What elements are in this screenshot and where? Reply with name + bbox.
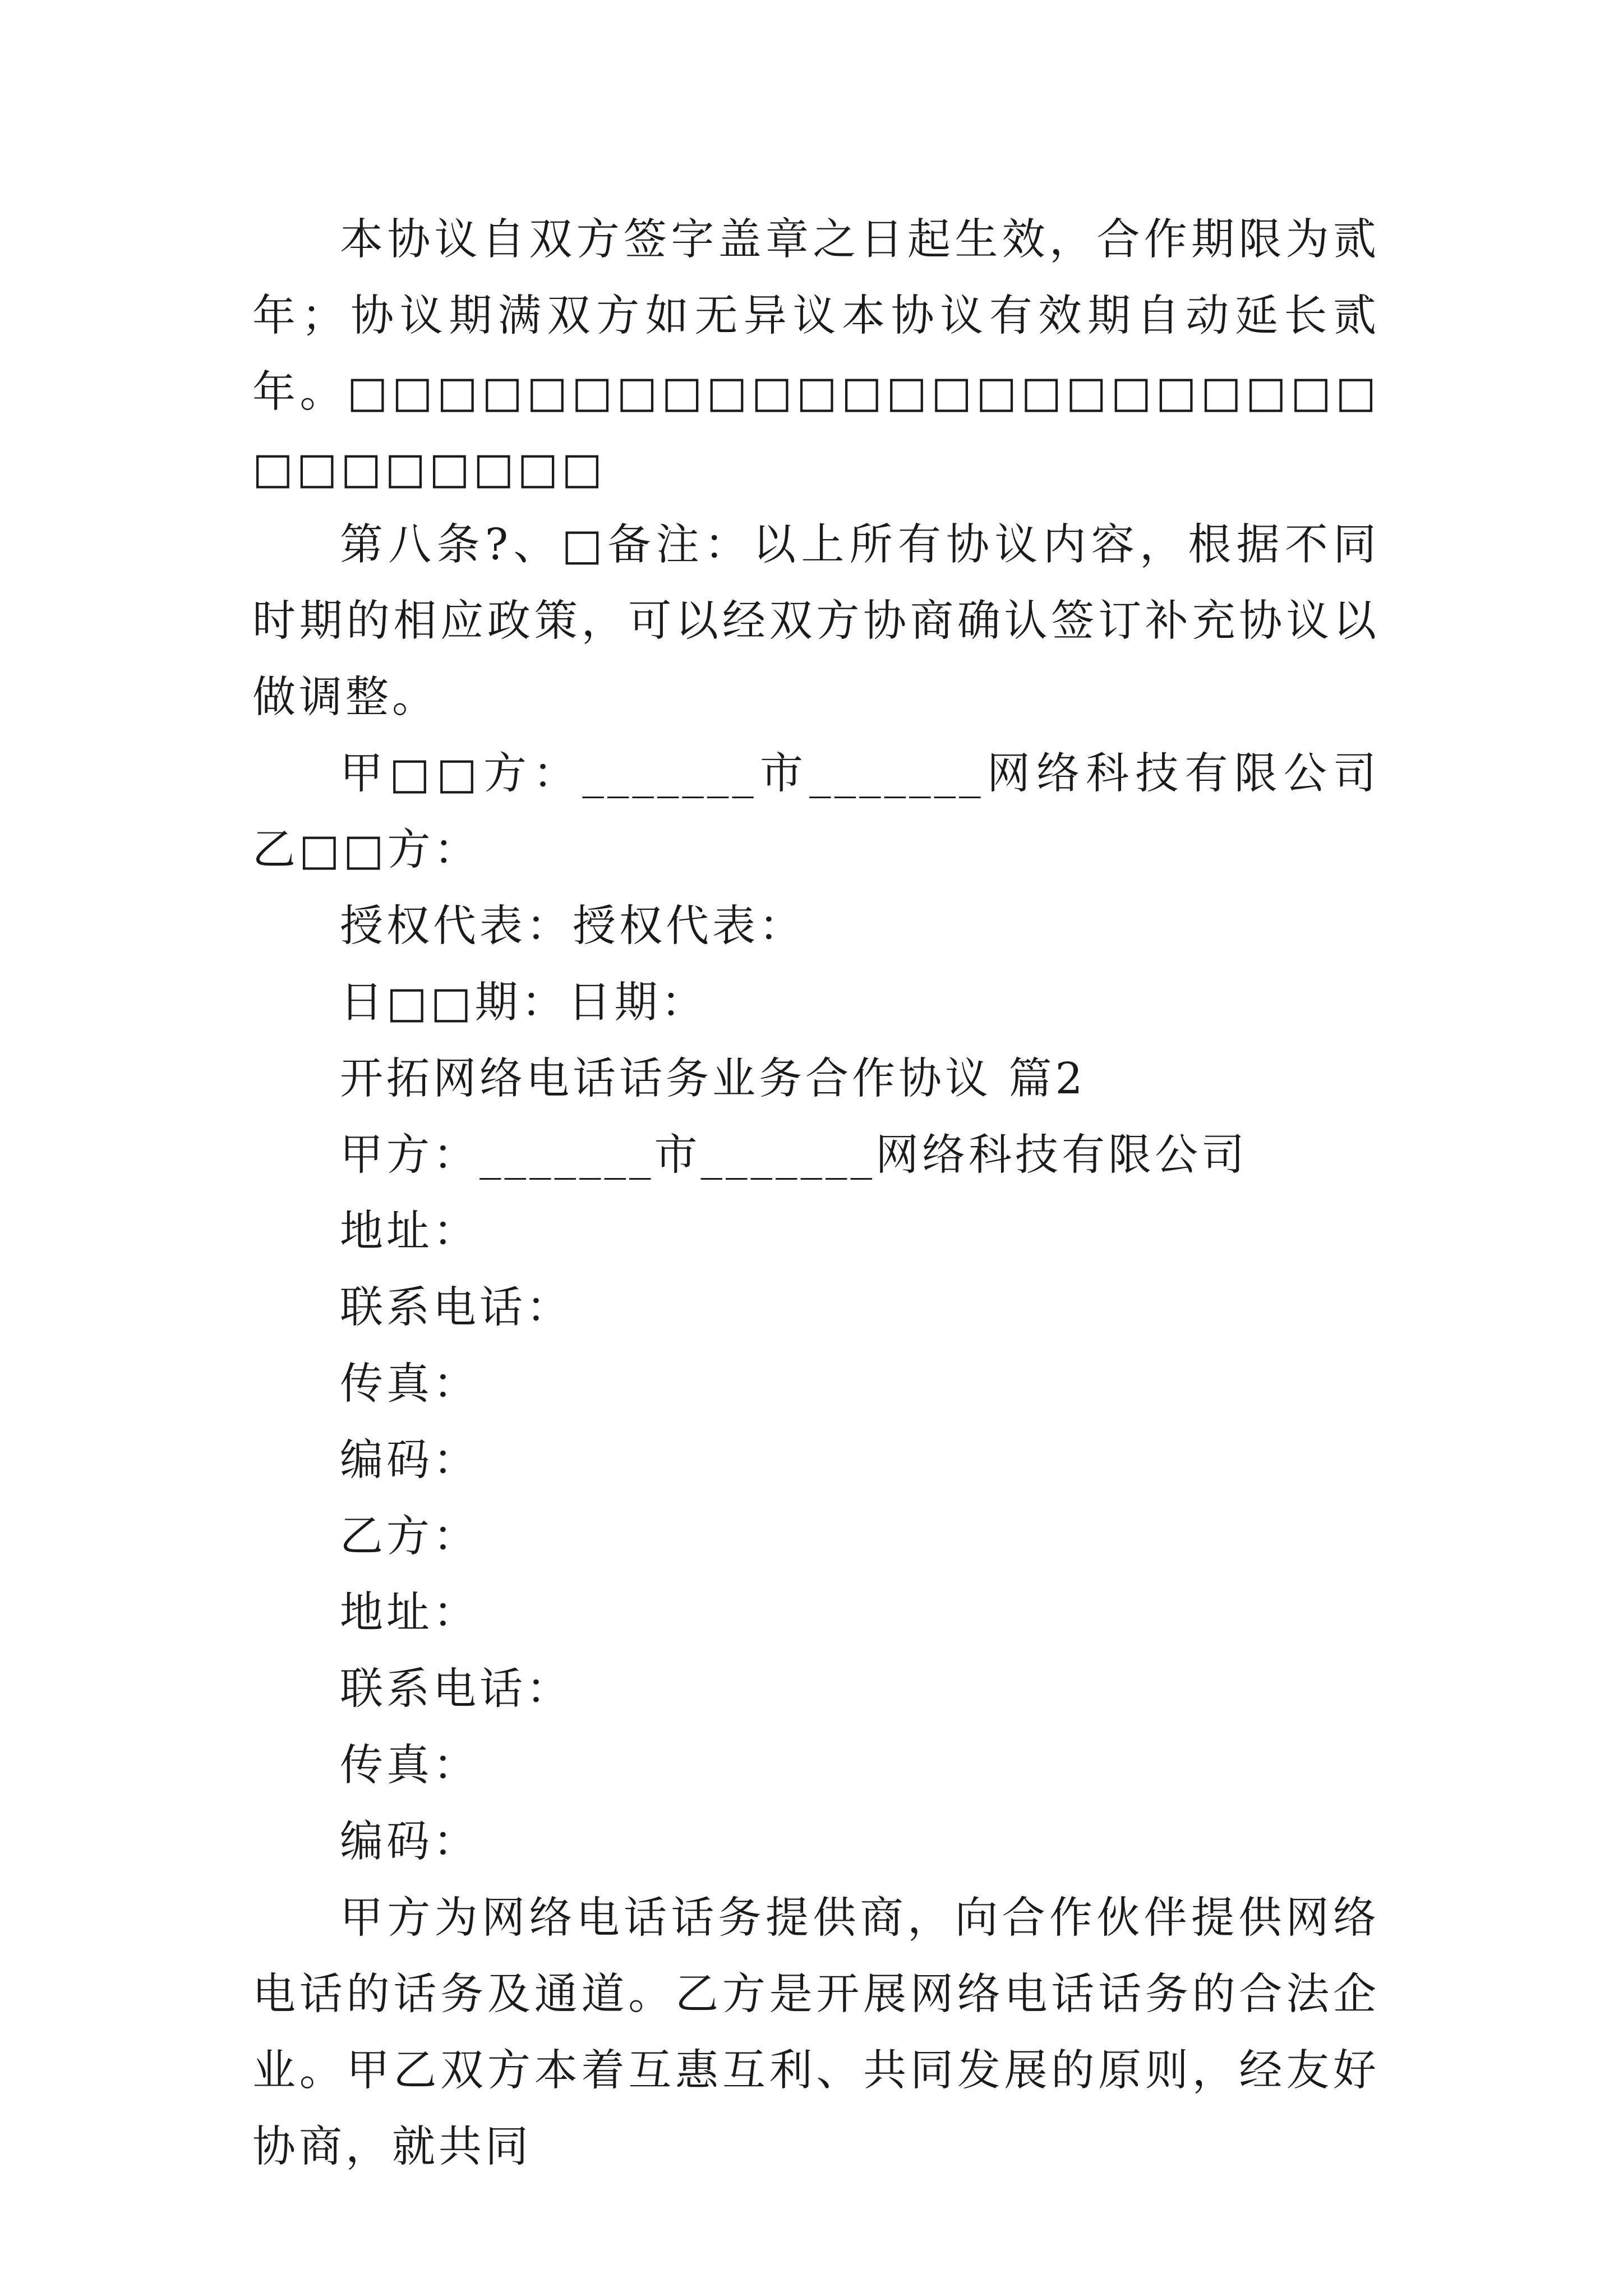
paragraph-article-eight-remarks: 第八条?、□备注：以上所有协议内容，根据不同时期的相应政策，可以经双方协商确认签订补充协议以做调整。: [252, 520, 1380, 723]
paragraph-signature-parties: 甲□□方：_______市_______网络科技有限公司乙□□方：: [252, 749, 1380, 875]
party-a-code: 编码：: [340, 1435, 479, 1485]
party-b-phone: 联系电话：: [340, 1664, 573, 1714]
party-a-phone: 联系电话：: [340, 1283, 573, 1333]
line-authorized-representative: 授权代表：授权代表：: [340, 901, 805, 951]
party-a-name: 甲方：_______市_______网络科技有限公司: [340, 1130, 1248, 1180]
paragraph-preamble: 甲方为网络电话话务提供商，向合作伙伴提供网络电话的话务及通道。乙方是开展网络电话话务的合法企业。甲乙双方本着互惠互利、共同发展的原则，经友好协商，就共同: [252, 1893, 1380, 2172]
party-b-code: 编码：: [340, 1817, 479, 1867]
document-body: [252, 202, 1380, 2185]
party-b-name: 乙方：: [340, 1512, 479, 1562]
party-b-address: 地址：: [340, 1588, 479, 1638]
section-title-agreement-2: 开拓网络电话话务业务合作协议 篇2: [340, 1054, 1086, 1104]
party-a-fax: 传真：: [340, 1359, 479, 1409]
party-b-fax: 传真：: [340, 1741, 479, 1791]
paragraph-effective-term: 本协议自双方签字盖章之日起生效，合作期限为贰年；协议期满双方如无异议本协议有效期自动延长贰年。□□□□□□□□□□□□□□□□□□□□□□□□□□□□□□□: [252, 215, 1380, 494]
party-a-address: 地址：: [340, 1207, 479, 1257]
line-signature-date: 日□□期：日期：: [340, 978, 708, 1028]
